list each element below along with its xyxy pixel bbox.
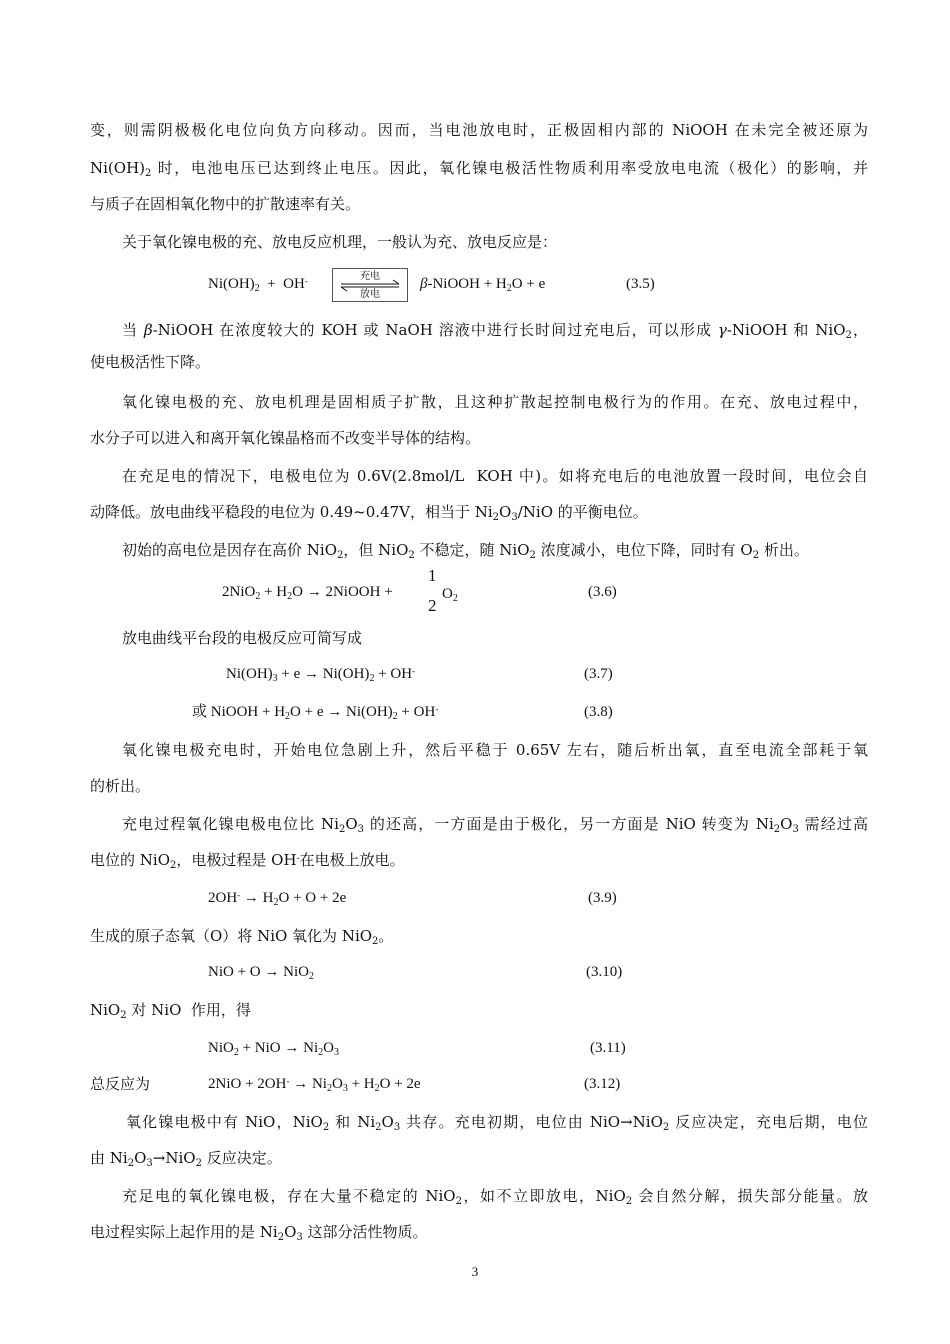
charge-label: 充电	[360, 271, 380, 282]
equation-3-10: NiO + O → NiO$_2$	[208, 964, 314, 982]
equation-number: (3.8)	[584, 704, 613, 720]
equation-number: (3.7)	[584, 666, 613, 682]
equation-3-8: 或 NiOOH + $H_2O + e \to Ni(OH)_2 + OH^-$	[192, 704, 439, 722]
paragraph-line: $Ni(OH)_2$ 时，电池电压已达到终止电压。因此，氧化镍电极活性物质利用率受放电电流（极化）的影响，并	[90, 159, 868, 179]
discharge-label: 放电	[360, 289, 380, 300]
paragraph-line: 电位的 NiO$_2$，电极过程是 OH-在电极上放电。	[90, 851, 405, 871]
equation-3-5-left: $Ni(OH)_2 + OH^-$	[208, 276, 308, 294]
paragraph-line: 当 β-NiOOH 在浓度较大的 KOH 或 NaOH 溶液中进行长时间过充电后，可以形成 γ-NiOOH 和 NiO$_2$，	[122, 321, 868, 341]
paragraph-line: 生成的原子态氧（O）将 NiO 氧化为 NiO$_2$。	[90, 927, 394, 947]
paragraph-line: 初始的高电位是因存在高价 NiO$_2$，但 NiO$_2$ 不稳定，随 NiO$_2$ 浓度减小，电位下降，同时有 $O_2$ 析出。	[122, 541, 809, 561]
equation-number: (3.6)	[588, 584, 617, 600]
paragraph-line: 关于氧化镍电极的充、放电反应机理，一般认为充、放电反应是：	[122, 233, 558, 251]
paragraph-line: 在充足电的情况下，电极电位为 0.6V(2.8mol/L KOH 中)。如将充电后的电池放置一段时间，电位会自	[122, 467, 868, 485]
equation-3-9: $2OH^- \to H_2O + O + 2e$	[208, 890, 347, 908]
fraction-numerator: 1	[428, 566, 437, 585]
fraction-denominator: 2	[428, 596, 437, 615]
equation-3-7: $Ni(OH)_3 + e \to Ni(OH)_2 + OH^-$	[226, 666, 416, 684]
equation-label: 总反应为	[90, 1075, 151, 1093]
page-number: 3	[471, 1264, 479, 1279]
paragraph-line: 氧化镍电极的充、放电机理是固相质子扩散，且这种扩散起控制电极行为的作用。在充、放电过程中，	[122, 393, 868, 411]
equation-number: (3.9)	[588, 890, 617, 906]
paragraph-line: 氧化镍电极充电时，开始电位急剧上升，然后平稳于 0.65V 左右，随后析出氧，直至电流全部耗于氧	[122, 741, 868, 759]
paragraph-line: 动降低。放电曲线平稳段的电位为 0.49~0.47V，相当于 $Ni_2O_3$/NiO 的平衡电位。	[90, 503, 648, 523]
paragraph-line: 氧化镍电极中有 NiO，NiO$_2$ 和 $Ni_2O_3$ 共存。充电初期，电位由 NiO→NiO$_2$ 反应决定，充电后期，电位	[126, 1113, 868, 1133]
charge-discharge-arrow	[332, 268, 408, 302]
equation-number: (3.5)	[626, 276, 655, 292]
equation-3-12: $2NiO + 2OH^- \to Ni_2O_3 + H_2O + 2e$	[208, 1076, 421, 1094]
paragraph-line: NiO$_2$ 对 NiO 作用，得	[90, 1001, 251, 1021]
equation-number: (3.11)	[590, 1040, 626, 1056]
paragraph-line: 电过程实际上起作用的是 $Ni_2O_3$ 这部分活性物质。	[90, 1223, 428, 1243]
equation-3-5-right: β-NiOOH + $H_2O + e$	[420, 276, 546, 294]
paragraph-line: 充足电的氧化镍电极，存在大量不稳定的 NiO$_2$，如不立即放电，NiO$_2$ 会自然分解，损失部分能量。放	[122, 1187, 868, 1207]
paragraph-line: 由 $Ni_2O_3\to NiO_2$ 反应决定。	[90, 1149, 282, 1169]
paragraph-line: 与质子在固相氧化物中的扩散速率有关。	[90, 195, 361, 213]
paragraph-line: 放电曲线平台段的电极反应可简写成	[122, 629, 363, 647]
paragraph-line: 变，则需阴极极化电位向负方向移动。因而，当电池放电时，正极固相内部的 NiOOH 在未完全被还原为	[90, 121, 868, 139]
equation-number: (3.12)	[584, 1076, 621, 1092]
equation-3-11: NiO$_2$ + NiO → $Ni_2O_3$	[208, 1040, 339, 1058]
paragraph-line: 使电极活性下降。	[90, 353, 211, 371]
paragraph-line: 充电过程氧化镍电极电位比 $Ni_2O_3$ 的还高，一方面是由于极化，另一方面是 NiO 转变为 $Ni_2O_3$ 需经过高	[122, 815, 868, 835]
paragraph-line: 的析出。	[90, 777, 151, 795]
equation-3-6: $2NiO_2 + H_2O$ → 2NiOOH +	[222, 584, 393, 602]
equation-number: (3.10)	[586, 964, 623, 980]
paragraph-line: 水分子可以进入和离开氧化镍晶格而不改变半导体的结构。	[90, 429, 481, 447]
equation-3-6-o2: $O_2$	[442, 586, 458, 604]
